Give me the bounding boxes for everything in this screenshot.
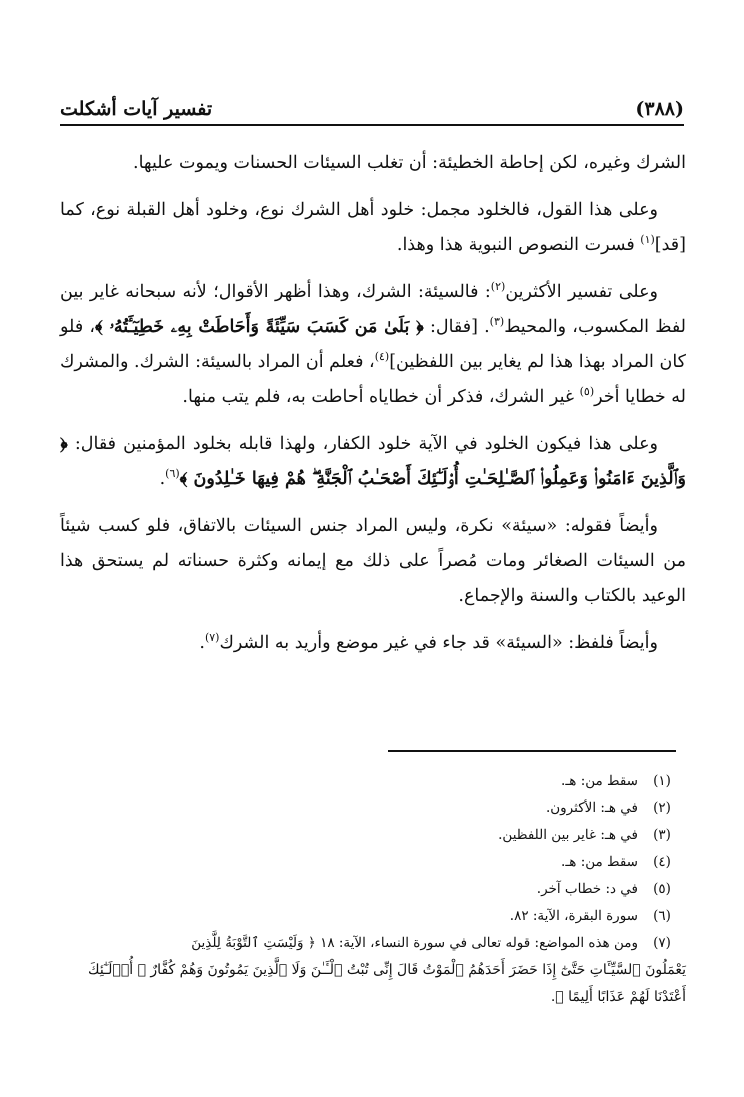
footnote-text: ومن هذه المواضع: قوله تعالى في سورة النساء، الآية: ١٨ ﴿ وَلَيْسَتِ ٱلتَّوْبَةُ لِلَّذِينَ: [191, 935, 638, 951]
footnote-item: [60, 822, 686, 849]
footnote-number: (٦): [653, 908, 671, 924]
footnote-ref[interactable]: (٦): [165, 467, 180, 481]
paragraph-text: ، فلو كان المراد بهذا هذا لم يغاير بين اللفظين]: [60, 317, 686, 372]
paragraph-text: وأيضاً فلفظ: «السيئة» قد جاء في غير موضع وأريد به الشرك: [219, 633, 658, 653]
footnote-number: (٢): [653, 800, 671, 816]
footnote-item: [60, 930, 686, 957]
paragraph-text: وعلى هذا فيكون الخلود في الآية خلود الكفار، ولهذا قابله بخلود المؤمنين فقال:: [67, 434, 658, 454]
footnote-text: سقط من: هـ.: [561, 854, 638, 870]
paragraph-text: وعلى هذا القول، فالخلود مجمل: خلود أهل الشرك نوع، وخلود أهل القبلة نوع، كما [قد]: [60, 200, 686, 255]
footnote-ref[interactable]: (١): [640, 233, 655, 247]
quran-verse: ﴿ بَلَىٰ مَن كَسَبَ سَيِّئَةً وَأَحَاطَتْ بِهِۦ خَطِيٓـَٔتُهُۥ ﴾: [95, 317, 424, 337]
paragraph: [60, 509, 686, 614]
paragraph: [60, 275, 686, 415]
paragraph-text: وأيضاً فقوله: «سيئة» نكرة، وليس المراد جنس السيئات بالاتفاق، فلو كسب شيئاً من السيئات الصغائر ومات مُصراً على ذلك مع إيمانه وكثرة حسناته لم يستحق هذا الوعيد بالكتاب والسنة والإجماع.: [60, 516, 686, 606]
paragraph-text: الشرك وغيره، لكن إحاطة الخطيئة: أن تغلب السيئات الحسنات ويموت عليها.: [133, 153, 686, 173]
footnote-item: [60, 795, 686, 822]
paragraph-text: : فالسيئة: الشرك، وهذا أظهر الأقوال؛ لأنه سبحانه غاير بين لفظ المكسوب، والمحيط: [60, 282, 686, 337]
footnote-ref[interactable]: (٧): [204, 631, 220, 645]
footnote-number: (٥): [653, 881, 671, 897]
page-number: (٣٨٨): [635, 98, 684, 120]
footnote-ref[interactable]: (٣): [489, 315, 505, 329]
footnote-text: في هـ: الأكثرون.: [545, 800, 638, 816]
footnote-text: في هـ: غاير بين اللفظين.: [498, 827, 638, 843]
footnote-ref[interactable]: (٤): [374, 350, 390, 364]
footnote-ref[interactable]: (٢): [490, 280, 506, 294]
footnote-continuation: يَعْمَلُونَ ٱلسَّيِّـَٔاتِ حَتَّىٰٓ إِذَا حَضَرَ أَحَدَهُمُ ٱلْمَوْتُ قَالَ إِنِّى تُبْتُ ٱلْـَٔـٰنَ وَلَا ٱلَّذِينَ يَمُوتُونَ وَهُمْ كُفَّارٌ ۚ أُو۟لَـٰٓئِكَ أَعْتَدْنَا لَهُمْ عَذَابًا أَلِيمًا ﴾.: [88, 962, 686, 1005]
page-header: [60, 90, 684, 126]
footnote-text: سورة البقرة، الآية: ٨٢.: [509, 908, 638, 924]
paragraph-text: وعلى تفسير الأكثرين: [505, 282, 658, 302]
paragraph: [60, 626, 686, 661]
paragraph: [60, 146, 686, 181]
footnote-number: (٣): [653, 827, 671, 843]
footnote-number: (١): [653, 773, 671, 789]
quran-verse: ﴿ وَٱلَّذِينَ ءَامَنُوا۟ وَعَمِلُوا۟ ٱلصَّـٰلِحَـٰتِ أُو۟لَـٰٓئِكَ أَصْحَـٰبُ ٱلْجَنَّةِ ۖ هُمْ فِيهَا خَـٰلِدُونَ ﴾: [60, 434, 686, 489]
footnote-number: (٧): [653, 935, 671, 951]
footnote-text: في د: خطاب آخر.: [536, 881, 638, 897]
footnote-item: [60, 768, 686, 795]
paragraph-text: . [فقال:: [423, 317, 490, 337]
footnote-divider: [388, 750, 676, 752]
main-text: [60, 146, 686, 661]
footnote-item: [60, 849, 686, 876]
paragraph-text: .: [159, 469, 166, 489]
paragraph-text: فسرت النصوص النبوية هذا وهذا.: [396, 235, 641, 255]
footnote-text: سقط من: هـ.: [561, 773, 638, 789]
paragraph-text: ، فعلم أن المراد بالسيئة: الشرك. والمشرك له خطايا أخر: [60, 352, 686, 407]
footnote-number: (٤): [653, 854, 671, 870]
running-title: تفسير آيات أشكلت: [60, 98, 213, 120]
paragraph-text: غير الشرك، فذكر أن خطاياه أحاطت به، فلم يتب منها.: [182, 387, 580, 407]
footnotes: [60, 768, 686, 1011]
paragraph-text: .: [199, 633, 205, 653]
footnote-item: [60, 876, 686, 903]
footnote-item: [60, 903, 686, 930]
paragraph: [60, 193, 686, 263]
paragraph: [60, 427, 686, 497]
footnote-ref[interactable]: (٥): [579, 385, 595, 399]
